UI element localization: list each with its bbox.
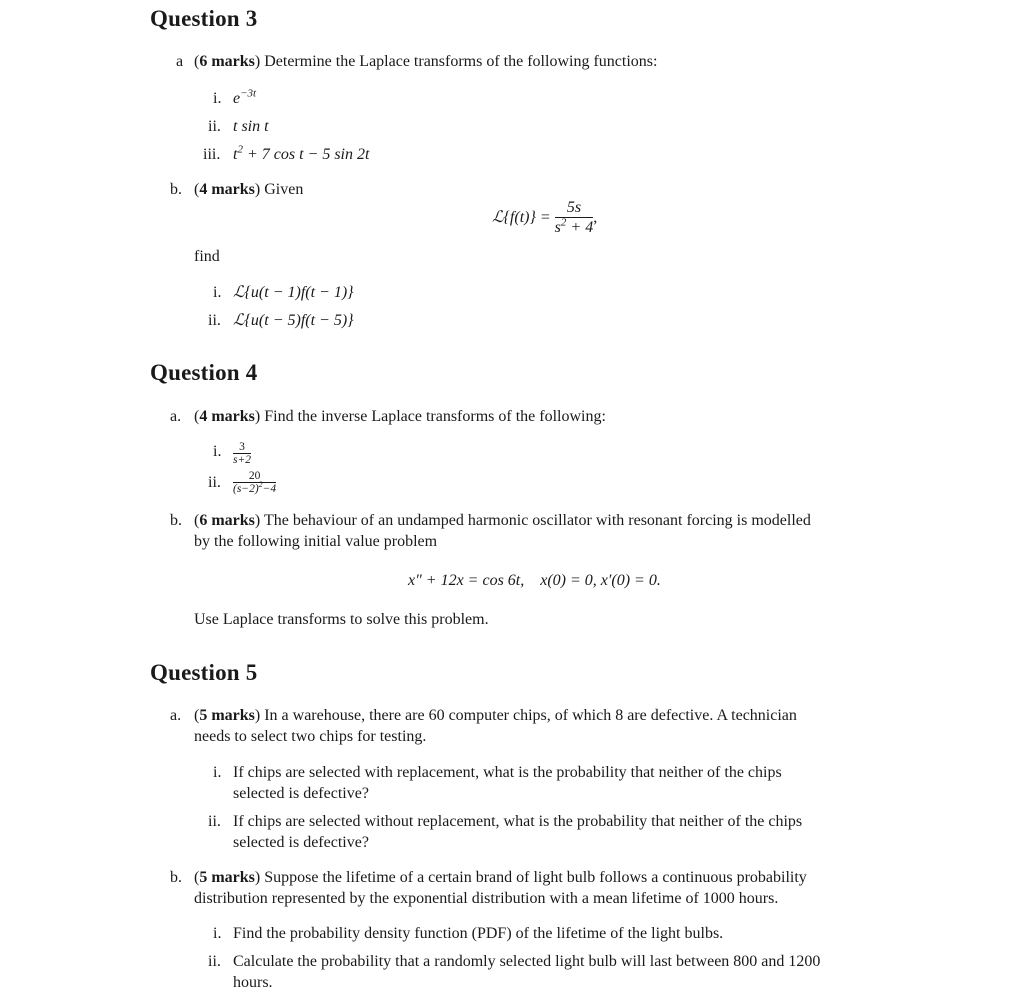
q5a-item-1-line-1: If chips are selected with replacement, what is the probability that neither of the chips bbox=[233, 764, 782, 781]
q5b-item-1-line-1: Find the probability density function (PDF) of the lifetime of the light bulbs. bbox=[233, 925, 724, 942]
q4b-prompt-line-2: by the following initial value problem bbox=[194, 533, 438, 550]
q3a-item-3-num: iii. bbox=[203, 146, 221, 163]
q3b-eq-fraction bbox=[555, 198, 594, 237]
q5a-item-2-line-2: selected is defective? bbox=[233, 834, 369, 851]
question-5-title: Question 5 bbox=[150, 660, 258, 685]
q3b-find: find bbox=[194, 248, 220, 265]
q5a-item-2-num: ii. bbox=[208, 813, 221, 830]
q3b-eq-lhs: ℒ{f(t)} = bbox=[492, 209, 551, 226]
q4a-item-2-numerator: 20 bbox=[233, 470, 276, 483]
q3a-prompt: (6 marks) Determine the Laplace transforms of the following functions: bbox=[194, 53, 658, 70]
q3a-label: a bbox=[176, 53, 184, 70]
q3a-item-3-expr: $t^2 + 7$ cos t − 5 sin 2t bbox=[233, 143, 370, 163]
question-3-title: Question 3 bbox=[150, 6, 258, 31]
q4b-ivp-equation: x″ + 12x = cos 6t, x(0) = 0, x′(0) = 0. bbox=[408, 572, 661, 589]
q5a-prompt-line-1: (5 marks) In a warehouse, there are 60 computer chips, of which 8 are defective. A technician bbox=[194, 707, 797, 724]
q3a-marks: 6 marks bbox=[199, 53, 255, 70]
q5a-item-2-line-1: If chips are selected without replacement, what is the probability that neither of the chips bbox=[233, 813, 803, 830]
q3b-label: b. bbox=[170, 181, 182, 198]
q3a-item-1-expr: $e^{-3t}$ bbox=[233, 87, 257, 107]
q3b-item-2-num: ii. bbox=[208, 312, 221, 329]
q3b-marks: 4 marks bbox=[199, 181, 255, 198]
q5b-prompt-line-1: (5 marks) Suppose the lifetime of a certain brand of light bulb follows a continuous probability bbox=[194, 869, 807, 886]
q4a-item-2-expr bbox=[233, 470, 276, 495]
q5b-prompt-line-2: distribution represented by the exponential distribution with a mean lifetime of 1000 hours. bbox=[194, 890, 779, 907]
q3a-item-1-num: i. bbox=[213, 90, 222, 107]
q5a-label: a. bbox=[170, 707, 182, 724]
q3a-item-2-expr: t sin t bbox=[233, 118, 269, 135]
q5b-item-1-num: i. bbox=[213, 925, 222, 942]
q4a-text: Find the inverse Laplace transforms of the following: bbox=[264, 408, 606, 425]
q3b-given-equation bbox=[492, 198, 597, 237]
q4a-item-1-expr bbox=[233, 441, 251, 466]
q4a-item-2-denominator: $(s-2)^2-4$ bbox=[233, 480, 277, 495]
q5a-item-1-line-2: selected is defective? bbox=[233, 785, 369, 802]
q5b-item-2-num: ii. bbox=[208, 953, 221, 970]
q5b-item-2-line-1: Calculate the probability that a randomly selected light bulb will last between 800 and 1200 bbox=[233, 953, 821, 970]
q3b-eq-comma: , bbox=[593, 209, 598, 226]
q4a-label: a. bbox=[170, 408, 182, 425]
q4a-item-1-num: i. bbox=[213, 443, 222, 460]
q4a-item-1-fraction bbox=[233, 441, 251, 466]
q3b-item-1-num: i. bbox=[213, 284, 222, 301]
q4b-marks: 6 marks bbox=[199, 512, 255, 529]
q3b-item-2-expr: ℒ{u(t − 5)f(t − 5)} bbox=[233, 312, 354, 329]
q5a-marks: 5 marks bbox=[199, 707, 255, 724]
q4b-label: b. bbox=[170, 512, 182, 529]
q4b-prompt-line-1: (6 marks) The behaviour of an undamped harmonic oscillator with resonant forcing is modelled bbox=[194, 512, 811, 529]
q5b-marks: 5 marks bbox=[199, 869, 255, 886]
q5a-item-1-num: i. bbox=[213, 764, 222, 781]
q4a-item-1-denominator: s+2 bbox=[233, 454, 251, 466]
q3b-item-1-expr: ℒ{u(t − 1)f(t − 1)} bbox=[233, 284, 354, 301]
question-4-title: Question 4 bbox=[150, 360, 258, 385]
q3b-eq-numerator: 5s bbox=[555, 198, 594, 218]
q3b-prompt: (4 marks) Given bbox=[194, 181, 304, 198]
q3b-text: Given bbox=[264, 181, 304, 198]
q5b-label: b. bbox=[170, 869, 182, 886]
q4a-item-1-numerator: 3 bbox=[233, 441, 251, 454]
q3a-text: Determine the Laplace transforms of the following functions: bbox=[264, 53, 658, 70]
q4b-closing: Use Laplace transforms to solve this problem. bbox=[194, 611, 489, 628]
q4a-prompt: (4 marks) Find the inverse Laplace transforms of the following: bbox=[194, 408, 606, 425]
q3a-item-2-num: ii. bbox=[208, 118, 221, 135]
q4a-item-2-num: ii. bbox=[208, 474, 221, 491]
q5b-item-2-line-2: hours. bbox=[233, 974, 273, 991]
q4a-item-2-fraction bbox=[233, 470, 276, 495]
q3b-eq-denominator: $s^2 + 4$ bbox=[554, 216, 594, 236]
q5a-prompt-line-2: needs to select two chips for testing. bbox=[194, 728, 427, 745]
q4a-marks: 4 marks bbox=[199, 408, 255, 425]
